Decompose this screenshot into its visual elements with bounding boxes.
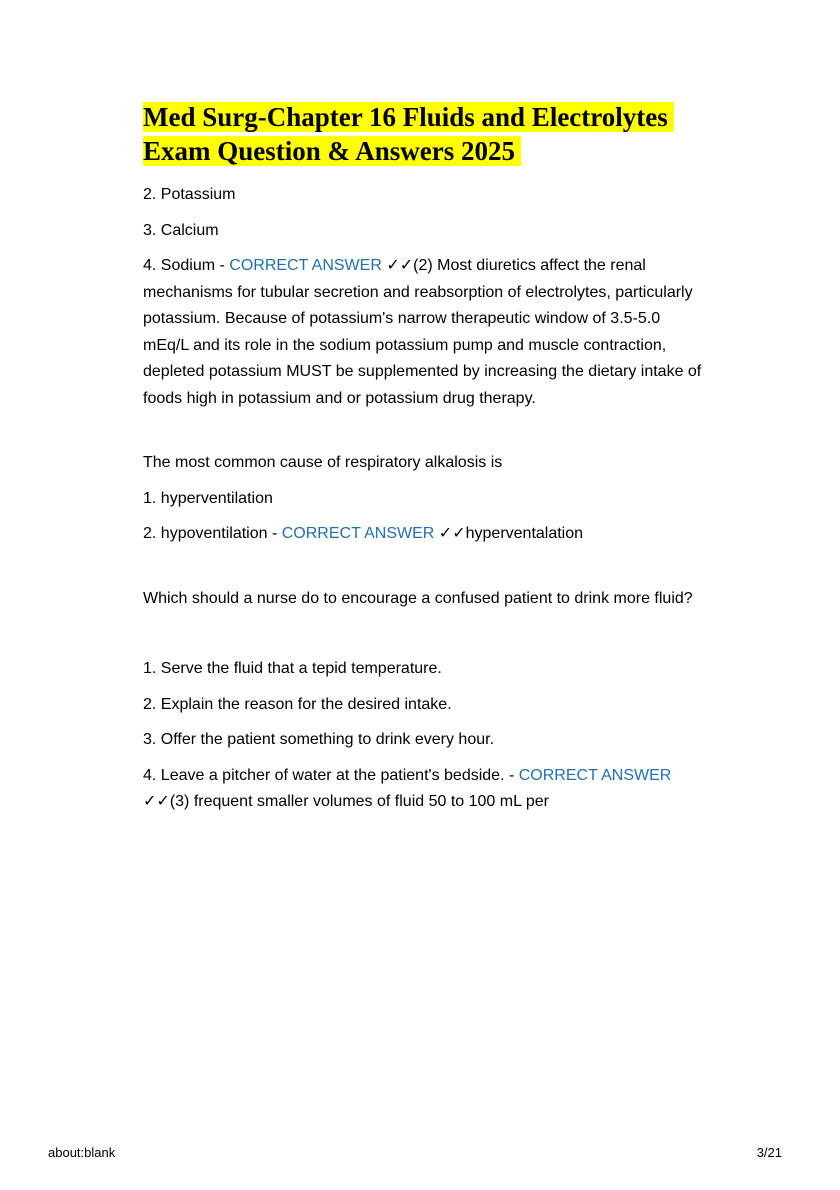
option-offer: 3. Offer the patient something to drink every hour. bbox=[143, 731, 495, 748]
page-title bbox=[143, 100, 703, 168]
option-tepid: 1. Serve the fluid that a tepid temperature. bbox=[143, 660, 442, 677]
correct-answer-label: CORRECT ANSWER bbox=[518, 766, 672, 784]
footer-page-number: 3/21 bbox=[756, 1145, 782, 1160]
answer-text: ✓✓(2) Most diuretics affect the renal mechanisms for tubular secretion and reabsorption of electrolytes, particularly potassium. Because of potassium's narrow therapeutic window of 3.5-5.0 mEq/L and its role in the sodium potassium pump and muscle contraction, depleted potassium MUST be supplemented by increasing the dietary intake of foods high in potassium and or potassium drug therapy. bbox=[143, 257, 702, 407]
option-text: 4. Leave a pitcher of water at the patient's bedside. - bbox=[143, 766, 519, 784]
option-pitcher-answer bbox=[143, 763, 703, 816]
footer-url: about:blank bbox=[48, 1145, 116, 1160]
option-hyperventilation: 1. hyperventilation bbox=[143, 489, 273, 507]
document-body bbox=[143, 100, 703, 825]
answer-text: ✓✓hyperventalation bbox=[434, 525, 584, 542]
option-calcium: 3. Calcium bbox=[143, 221, 219, 239]
question-confused-patient: Which should a nurse do to encourage a confused patient to drink more fluid? bbox=[143, 589, 693, 607]
option-text: 2. hypoventilation - bbox=[143, 525, 282, 542]
option-sodium-answer bbox=[143, 253, 703, 412]
question-respiratory-alkalosis: The most common cause of respiratory alkalosis is bbox=[143, 454, 503, 471]
title-line-1: Med Surg-Chapter 16 Fluids and Electrolytes bbox=[143, 102, 674, 132]
title-line-2: Exam Question & Answers 2025 bbox=[143, 136, 521, 166]
option-potassium: 2. Potassium bbox=[143, 186, 236, 203]
correct-answer-label: CORRECT ANSWER bbox=[281, 525, 435, 542]
option-explain: 2. Explain the reason for the desired intake. bbox=[143, 695, 452, 713]
option-hypoventilation-answer bbox=[143, 521, 703, 548]
correct-answer-label: CORRECT ANSWER bbox=[229, 257, 382, 274]
answer-text: ✓✓(3) frequent smaller volumes of fluid 50 to 100 mL per bbox=[143, 793, 549, 810]
option-text: 4. Sodium - bbox=[143, 257, 230, 274]
